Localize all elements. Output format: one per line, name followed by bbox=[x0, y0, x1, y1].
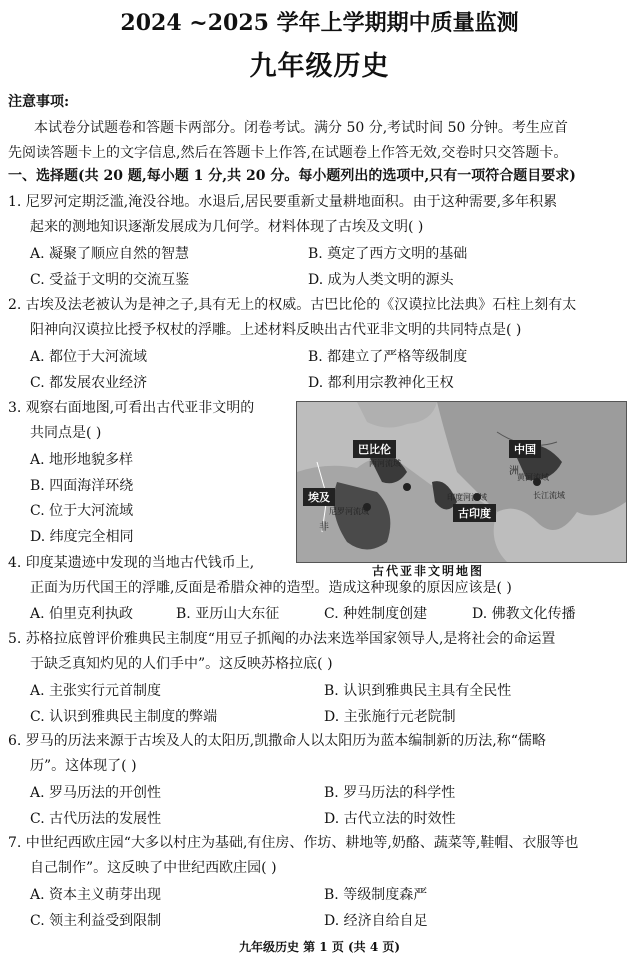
q1-stem-1: 1. 尼罗河定期泛滥,淹没谷地。水退后,居民要重新丈量耕地面积。由于这种需要,多年积累 bbox=[8, 194, 558, 210]
q2-stem-1: 2. 古埃及法老被认为是神之子,具有无上的权威。古巴比伦的《汉谟拉比法典》石柱上刻有太 bbox=[8, 297, 577, 313]
q1-option-c: C. 受益于文明的交流互鉴 bbox=[30, 272, 190, 288]
q2-option-b: B. 都建立了严格等级制度 bbox=[308, 349, 468, 365]
notice-heading: 注意事项: bbox=[8, 94, 70, 110]
section-heading: 一、选择题(共 20 题,每小题 1 分,共 20 分。每小题列出的选项中,只有一项符合题目要求) bbox=[8, 168, 576, 184]
notice-line-2: 先阅读答题卡上的文字信息,然后在答题卡上作答,在试题卷上作答无效,交卷时只交答题卡。 bbox=[8, 145, 568, 161]
map-label-india: 古印度 bbox=[453, 504, 496, 522]
map-caption: 古代亚非文明地图 bbox=[372, 564, 485, 578]
map-label-africa: 非 bbox=[319, 522, 329, 533]
q2-option-d: D. 都利用宗教神化王权 bbox=[308, 375, 454, 391]
q6-option-b: B. 罗马历法的科学性 bbox=[324, 785, 456, 801]
q3-option-a: A. 地形地貌多样 bbox=[30, 452, 134, 468]
q7-option-a: A. 资本主义萌芽出现 bbox=[30, 887, 162, 903]
exam-subject: 九年级历史 bbox=[249, 51, 390, 82]
q6-option-c: C. 古代历法的发展性 bbox=[30, 811, 162, 827]
map-label-babylon: 巴比伦 bbox=[353, 440, 396, 458]
map-label-huanghe: 黄河流域 bbox=[517, 473, 549, 482]
q2-stem-2: 阳神向汉谟拉比授予权杖的浮雕。上述材料反映出古代亚非文明的共同特点是( ) bbox=[30, 322, 522, 338]
q7-option-c: C. 领主利益受到限制 bbox=[30, 913, 162, 929]
q5-stem-2: 于缺乏真知灼见的人们手中”。这反映苏格拉底( ) bbox=[30, 656, 333, 672]
map-label-asia: 洲 bbox=[509, 466, 519, 477]
q7-option-b: B. 等级制度森严 bbox=[324, 887, 428, 903]
q3-option-b: B. 四面海洋环绕 bbox=[30, 478, 134, 494]
q5-option-b: B. 认识到雅典民主具有全民性 bbox=[324, 683, 512, 699]
q4-option-c: C. 种姓制度创建 bbox=[324, 606, 428, 622]
q2-option-a: A. 都位于大河流域 bbox=[30, 349, 148, 365]
q7-stem-2: 自己制作”。这反映了中世纪西欧庄园( ) bbox=[30, 860, 277, 876]
q3-stem-1: 3. 观察右面地图,可看出古代亚非文明的 bbox=[8, 400, 255, 416]
map-label-yinhe: 印度河流域 bbox=[447, 493, 487, 502]
q7-option-d: D. 经济自给自足 bbox=[324, 913, 428, 929]
q1-stem-2: 起来的测地知识逐渐发展成为几何学。材料体现了古埃及文明( ) bbox=[30, 219, 424, 235]
map-label-lianghe: 两河流域 bbox=[369, 459, 401, 468]
page-footer: 九年级历史 第 1 页 (共 4 页) bbox=[238, 940, 401, 954]
q6-stem-2: 历”。这体现了( ) bbox=[30, 758, 137, 774]
notice-line-1: 本试卷分试题卷和答题卡两部分。闭卷考试。满分 50 分,考试时间 50 分钟。考生应首 bbox=[34, 120, 568, 136]
map-label-nile: 尼罗河流域 bbox=[329, 507, 369, 516]
q3-option-d: D. 纬度完全相同 bbox=[30, 529, 134, 545]
q1-option-b: B. 奠定了西方文明的基础 bbox=[308, 246, 468, 262]
q4-stem-2: 正面为历代国王的浮雕,反面是希腊众神的造型。造成这种现象的原因应该是( ) bbox=[30, 580, 512, 596]
q5-option-a: A. 主张实行元首制度 bbox=[30, 683, 162, 699]
exam-title: 2024 ~2025 学年上学期期中质量监测 bbox=[120, 10, 519, 36]
ancient-civilizations-map bbox=[296, 401, 627, 563]
q6-option-a: A. 罗马历法的开创性 bbox=[30, 785, 162, 801]
q5-option-d: D. 主张施行元老院制 bbox=[324, 709, 456, 725]
q5-stem-1: 5. 苏格拉底曾评价雅典民主制度“用豆子抓阄的办法来选举国家领导人,是将社会的命运置 bbox=[8, 631, 556, 647]
q4-option-d: D. 佛教文化传播 bbox=[472, 606, 576, 622]
map-graphic bbox=[297, 402, 626, 562]
map-label-egypt: 埃及 bbox=[303, 488, 335, 506]
q4-stem-1: 4. 印度某遗迹中发现的当地古代钱币上, bbox=[8, 555, 255, 571]
q6-stem-1: 6. 罗马的历法来源于古埃及人的太阳历,凯撒命人以太阳历为蓝本编制新的历法,称“儒略 bbox=[8, 733, 546, 749]
map-label-changjiang: 长江流域 bbox=[533, 491, 565, 500]
q3-option-c: C. 位于大河流域 bbox=[30, 503, 134, 519]
q1-option-d: D. 成为人类文明的源头 bbox=[308, 272, 454, 288]
q5-option-c: C. 认识到雅典民主制度的弊端 bbox=[30, 709, 218, 725]
q7-stem-1: 7. 中世纪西欧庄园“大多以村庄为基础,有住房、作坊、耕地等,奶酪、蔬菜等,鞋帽、衣服等也 bbox=[8, 835, 579, 851]
q4-option-b: B. 亚历山大东征 bbox=[176, 606, 280, 622]
q1-option-a: A. 凝聚了顺应自然的智慧 bbox=[30, 246, 190, 262]
q2-option-c: C. 都发展农业经济 bbox=[30, 375, 148, 391]
map-label-china: 中国 bbox=[509, 440, 541, 458]
q4-option-a: A. 伯里克利执政 bbox=[30, 606, 134, 622]
q3-stem-2: 共同点是( ) bbox=[30, 425, 102, 441]
q6-option-d: D. 古代立法的时效性 bbox=[324, 811, 456, 827]
